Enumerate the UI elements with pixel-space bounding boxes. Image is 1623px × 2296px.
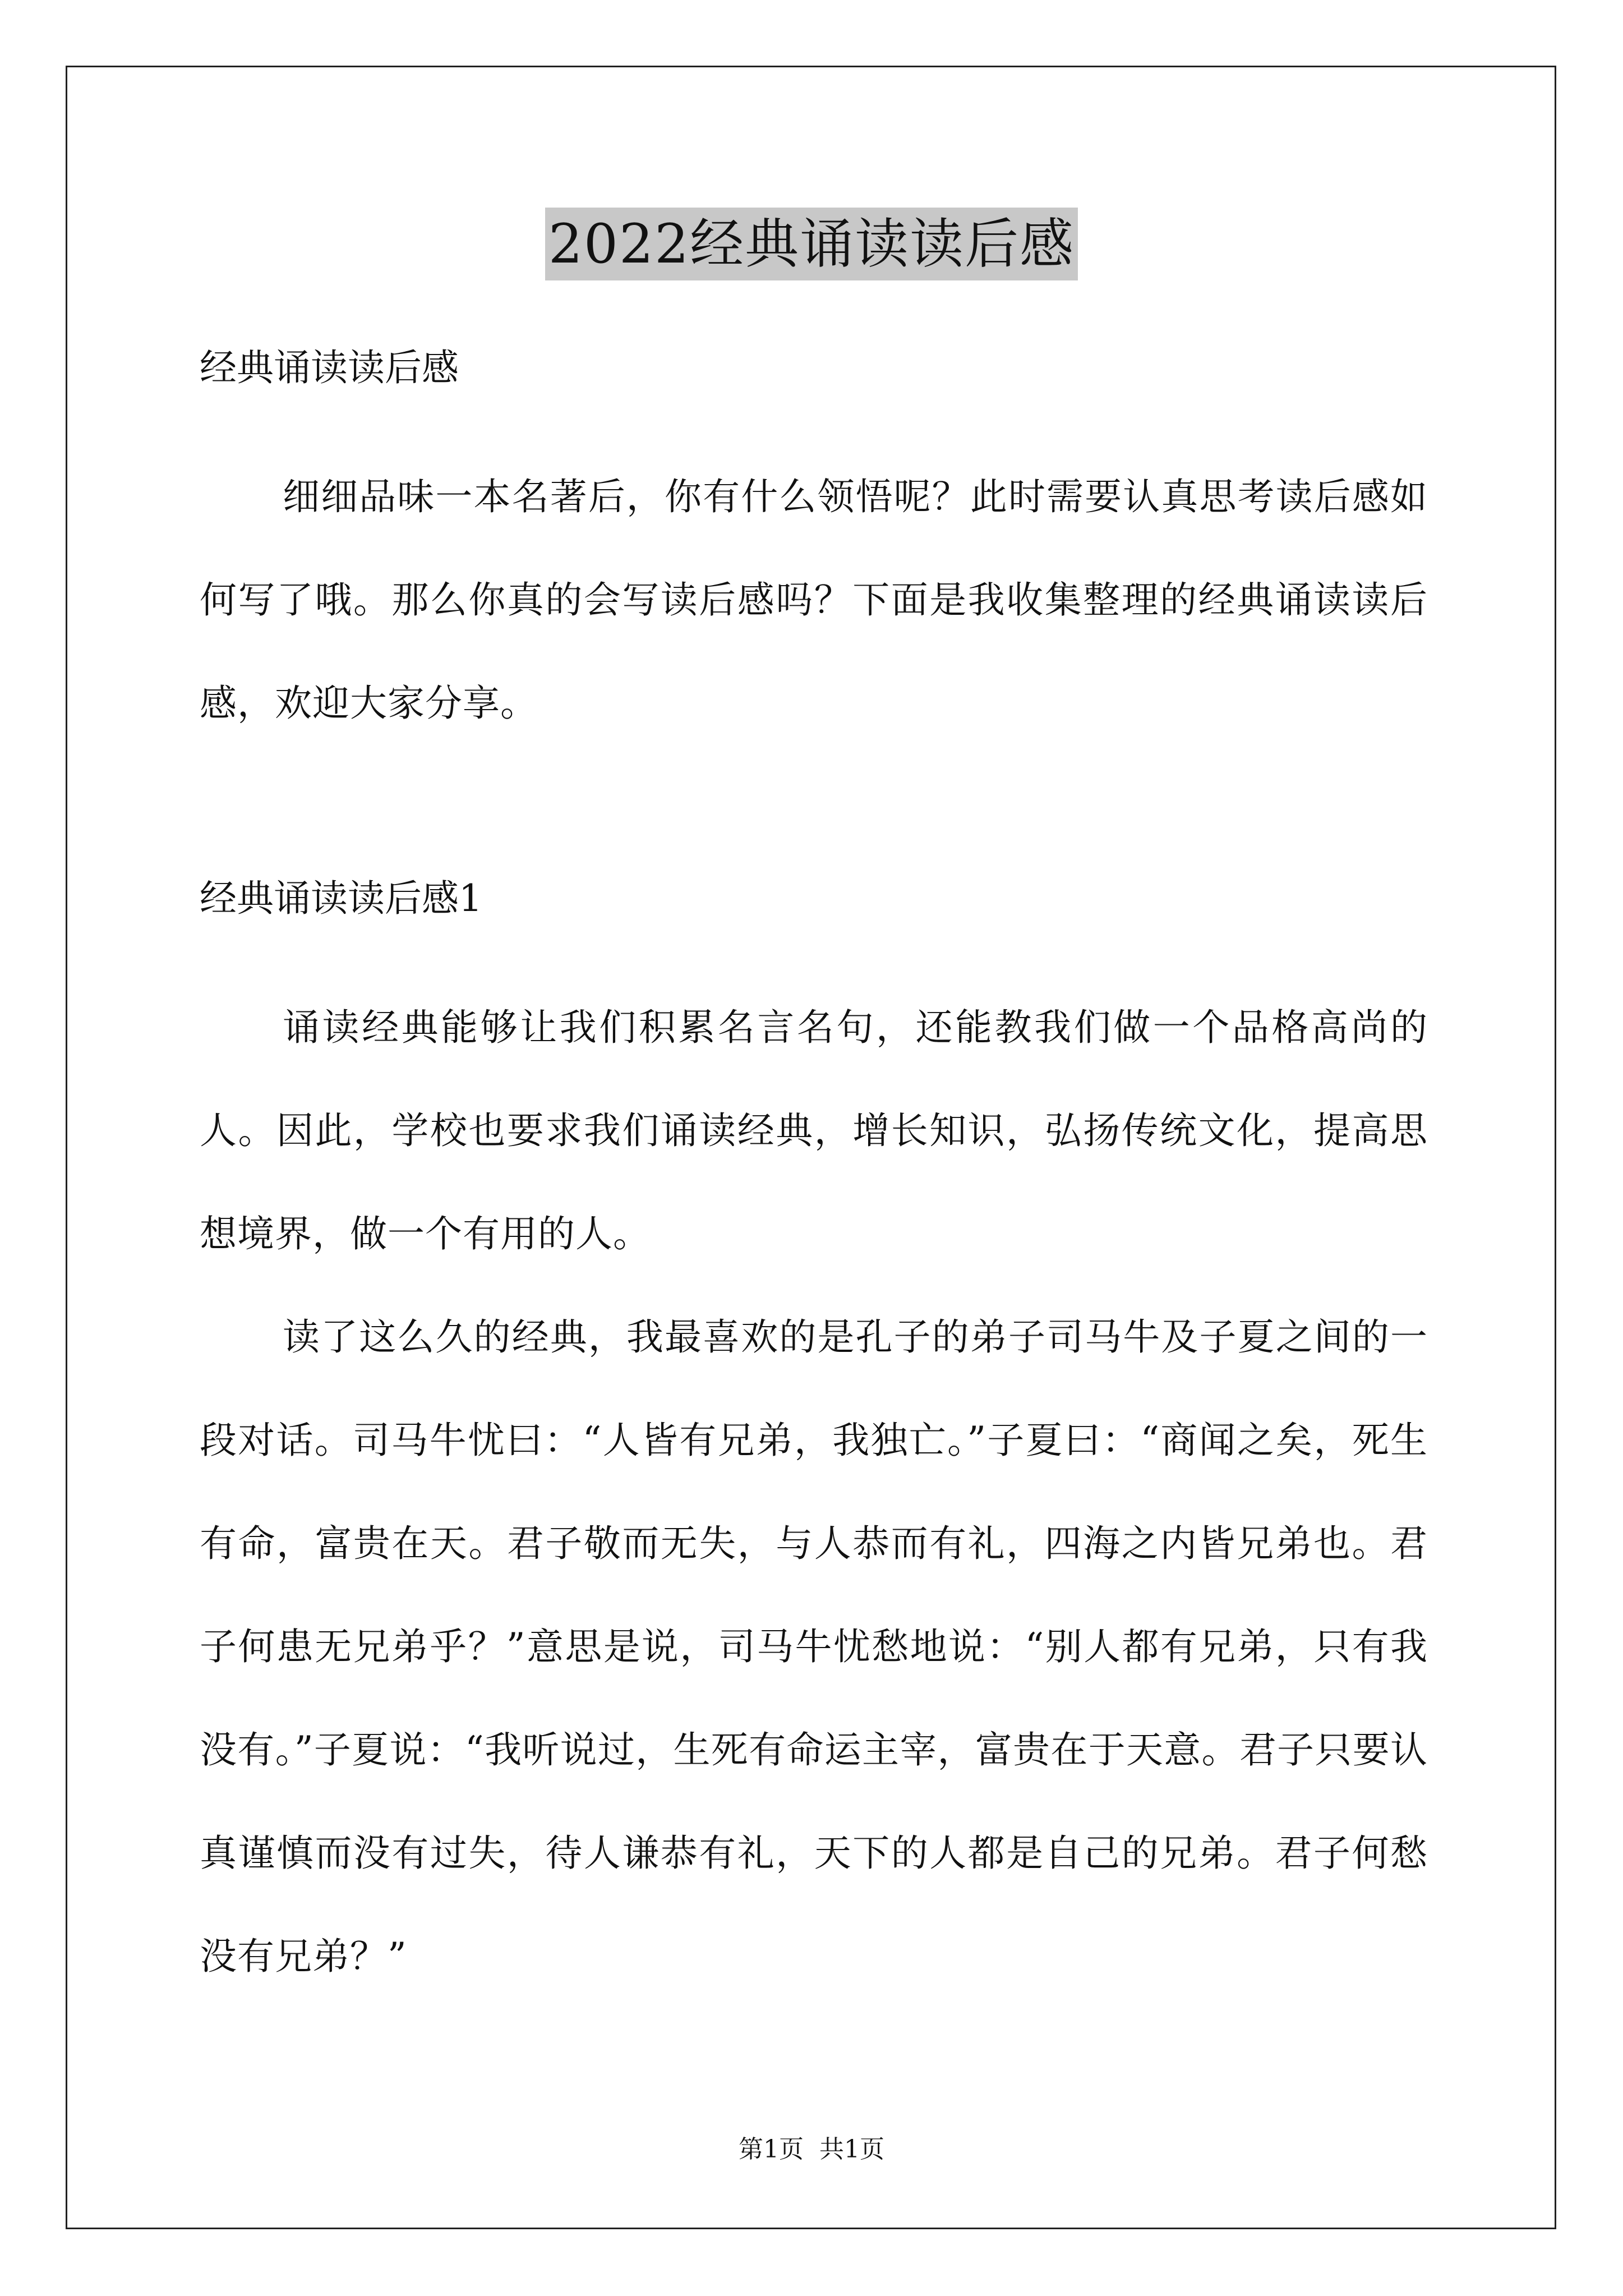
spacer [200,924,1428,976]
intro-paragraph: 细细品味一本名著后，你有什么领悟呢？此时需要认真思考读后感如何写了哦。那么你真的会写读后感吗？下面是我收集整理的经典诵读读后感，欢迎大家分享。 [200,475,1428,725]
page-number-current: 第1页 [739,2135,804,2164]
section-1-heading: 经典诵读读后感1 [200,877,482,920]
title-container [0,208,1623,280]
document-body [200,342,1428,2008]
document-title: 2022经典诵读读后感 [545,208,1078,280]
spacer [200,755,1428,873]
main-heading: 经典诵读读后感 [200,346,459,389]
page-footer [0,2133,1623,2166]
section-1-paragraph-1: 诵读经典能够让我们积累名言名句，还能教我们做一个品格高尚的人。因此，学校也要求我们诵读经典，增长知识，弘扬传统文化，提高思想境界，做一个有用的人。 [200,1006,1428,1255]
spacer [200,394,1428,445]
section-1-paragraph-2: 读了这么久的经典，我最喜欢的是孔子的弟子司马牛及子夏之间的一段对话。司马牛忧曰：“人皆有兄弟，我独亡。”子夏曰：“商闻之矣，死生有命，富贵在天。君子敬而无失，与人恭而有礼，四海之内皆兄弟也。君子何患无兄弟乎？”意思是说，司马牛忧愁地说：“别人都有兄弟，只有我没有。”子夏说：“我听说过，生死有命运主宰，富贵在于天意。君子只要认真谨慎而没有过失，待人谦恭有礼，天下的人都是自己的兄弟。君子何愁没有兄弟？” [200,1315,1428,1978]
page-number-total: 共1页 [819,2135,884,2164]
